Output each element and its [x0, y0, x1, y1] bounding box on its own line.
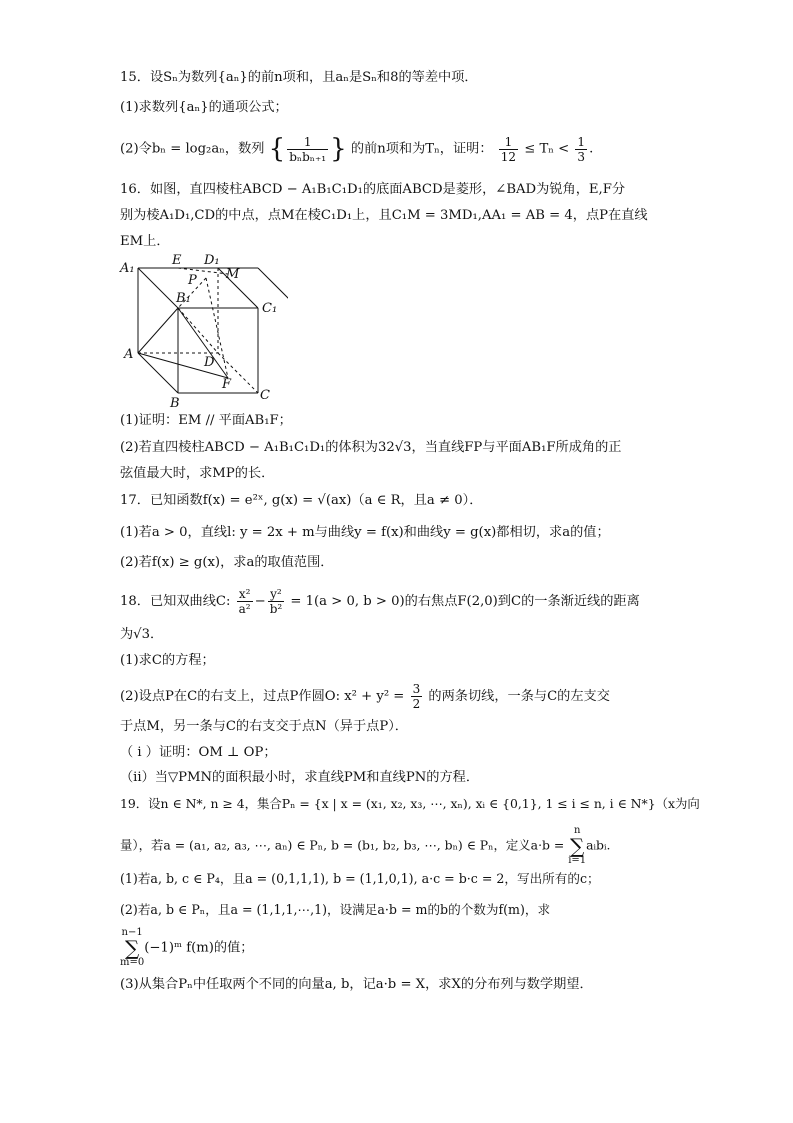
q18-part1: (1)求C的方程；	[120, 653, 215, 668]
q18-y-fraction	[268, 587, 285, 616]
fraction-numerator: y²	[268, 587, 285, 602]
q15-part1: (1)求数列{aₙ}的通项公式；	[120, 100, 288, 115]
q15-part2-text-a: (2)令bₙ = log₂aₙ，数列	[120, 141, 265, 157]
q19-part3: (3)从集合Pₙ中任取两个不同的向量a, b，记a·b = X，求X的分布列与数学期望．	[120, 977, 593, 992]
q19-text-b: aᵢbᵢ.	[586, 837, 611, 853]
q18-x-fraction	[237, 587, 253, 616]
q15-part2	[120, 132, 680, 167]
q15-lower-bound	[499, 135, 518, 164]
edge-a-f	[138, 353, 228, 378]
q19-part2-text: (−1)ᵐ f(m)的值；	[144, 940, 254, 956]
q18-text-a: 18．已知双曲线C:	[120, 594, 231, 609]
q19-part2-line2	[120, 928, 680, 968]
q17-stem: 17．已知函数f(x) = e²ˣ, g(x) = √(ax)（a ∈ R，且a ≠ 0）．	[120, 493, 483, 508]
q17-part2: (2)若f(x) ≥ g(x)，求a的取值范围．	[120, 555, 334, 570]
fraction-denominator: a²	[238, 602, 251, 616]
q15-stem: 15．设Sₙ为数列{aₙ}的前n项和，且aₙ是Sₙ和8的等差中项．	[120, 70, 478, 85]
q19-stem-line1: 19．设n ∈ N*, n ≥ 4，集合Pₙ = {x | x = (x₁, x₂, x₃, ⋯, xₙ), xᵢ ∈ {0,1}, 1 ≤ i ≤ n, i ∈ N*}（x为向	[120, 796, 700, 811]
q18-radius-fraction	[411, 682, 423, 711]
q18-part2-line1	[120, 680, 680, 714]
q19-part2-line1: (2)若a, b ∈ Pₙ，且a = (1,1,1,⋯,1)，设满足a·b = m的b的个数为f(m)，求	[120, 902, 551, 917]
label-C1: C₁	[262, 301, 278, 316]
q18-part2-line2: 于点M，另一条与C的右支交于点N（异于点P）．	[120, 719, 408, 734]
q16-part2-line2: 弦值最大时，求MP的长．	[120, 466, 275, 481]
fraction-denominator: bₙbₙ₊₁	[289, 149, 327, 164]
label-E: E	[172, 253, 182, 268]
sum-upper-limit: n	[573, 825, 581, 836]
q19-part2-summation	[120, 928, 144, 968]
sum-lower-limit: m=0	[120, 957, 145, 968]
label-C: C	[260, 388, 270, 403]
period: .	[589, 141, 594, 157]
label-P: P	[188, 273, 197, 288]
q19-part1: (1)若a, b, c ∈ P₄，且a = (0,1,1,1), b = (1,1,0,1), a·c = b·c = 2，写出所有的c；	[120, 871, 600, 886]
fraction-denominator: 3	[577, 149, 586, 164]
sigma-symbol: ∑	[124, 936, 140, 960]
fraction-denominator: 2	[412, 697, 421, 711]
q18-stem-line2: 为√3．	[120, 627, 164, 642]
sigma-symbol: ∑	[570, 834, 585, 858]
edge-a-b1	[138, 308, 178, 353]
label-B1: B₁	[176, 291, 191, 306]
q18-part2-text-a: (2)设点P在C的右支上，过点P作圆O: x² + y² =	[120, 689, 405, 704]
q18-text-b: = 1(a > 0, b > 0)的右焦点F(2,0)到C的一条渐近线的距离	[290, 594, 640, 609]
q18-part2-text-b: 的两条切线，一条与C的左支交	[428, 689, 610, 704]
q18-subpart-ii: （ii）当▽PMN的面积最小时，求直线PM和直线PN的方程．	[120, 770, 480, 785]
q18-stem-line1	[120, 585, 680, 619]
q16-stem-line2: 别为棱A₁D₁,CD的中点，点M在棱C₁D₁上，且C₁M = 3MD₁,AA₁ = AB = 4，点P在直线	[120, 208, 648, 223]
q16-stem-line1: 16．如图，直四棱柱ABCD − A₁B₁C₁D₁的底面ABCD是菱形，∠BAD为锐角，E,F分	[120, 182, 626, 197]
fraction-numerator: x²	[237, 587, 253, 602]
minus-sign: −	[254, 594, 266, 609]
label-D: D	[204, 355, 215, 370]
label-D1: D₁	[204, 253, 220, 268]
label-A: A	[124, 347, 134, 362]
prism-figure	[118, 252, 288, 412]
q15-upper-bound	[575, 135, 587, 164]
label-B: B	[170, 396, 180, 411]
edge-a1-b1	[138, 268, 178, 308]
sum-lower-limit: i=1	[568, 855, 587, 866]
fraction-denominator: b²	[269, 602, 283, 616]
q19-summation	[568, 826, 586, 866]
q16-stem-line3: EM上．	[120, 234, 170, 249]
label-M: M	[226, 267, 240, 282]
fraction-numerator: 1	[287, 135, 328, 150]
q15-fraction	[287, 135, 328, 164]
q15-part2-text-b: 的前n项和为Tₙ，证明：	[350, 141, 493, 157]
sum-upper-limit: n−1	[121, 927, 143, 938]
fraction-numerator: 1	[577, 134, 586, 149]
label-F: F	[222, 377, 232, 392]
fraction-numerator: 1	[499, 135, 518, 150]
q16-part1: (1)证明：EM // 平面AB₁F；	[120, 413, 292, 428]
q19-stem-line2	[120, 826, 680, 866]
q18-subpart-i: （ i ）证明：OM ⊥ OP；	[120, 745, 277, 760]
fraction-denominator: 12	[500, 149, 517, 164]
q16-part2-line1: (2)若直四棱柱ABCD − A₁B₁C₁D₁的体积为32√3，当直线FP与平面AB₁F所成角的正	[120, 440, 622, 455]
right-brace: }	[330, 134, 347, 164]
fraction-numerator: 3	[412, 682, 421, 696]
segment-b1-d	[178, 308, 218, 353]
left-brace: {	[268, 134, 286, 164]
label-A1: A₁	[120, 261, 135, 276]
q19-text-a: 量），若a = (a₁, a₂, a₃, ⋯, aₙ) ∈ Pₙ, b = (b₁, b₂, b₃, ⋯, bₙ) ∈ Pₙ，定义a·b =	[120, 837, 565, 853]
q15-inequality: ≤ Tₙ <	[524, 141, 570, 157]
q17-part1: (1)若a > 0，直线l: y = 2x + m与曲线y = f(x)和曲线y = g(x)都相切，求a的值；	[120, 525, 610, 540]
